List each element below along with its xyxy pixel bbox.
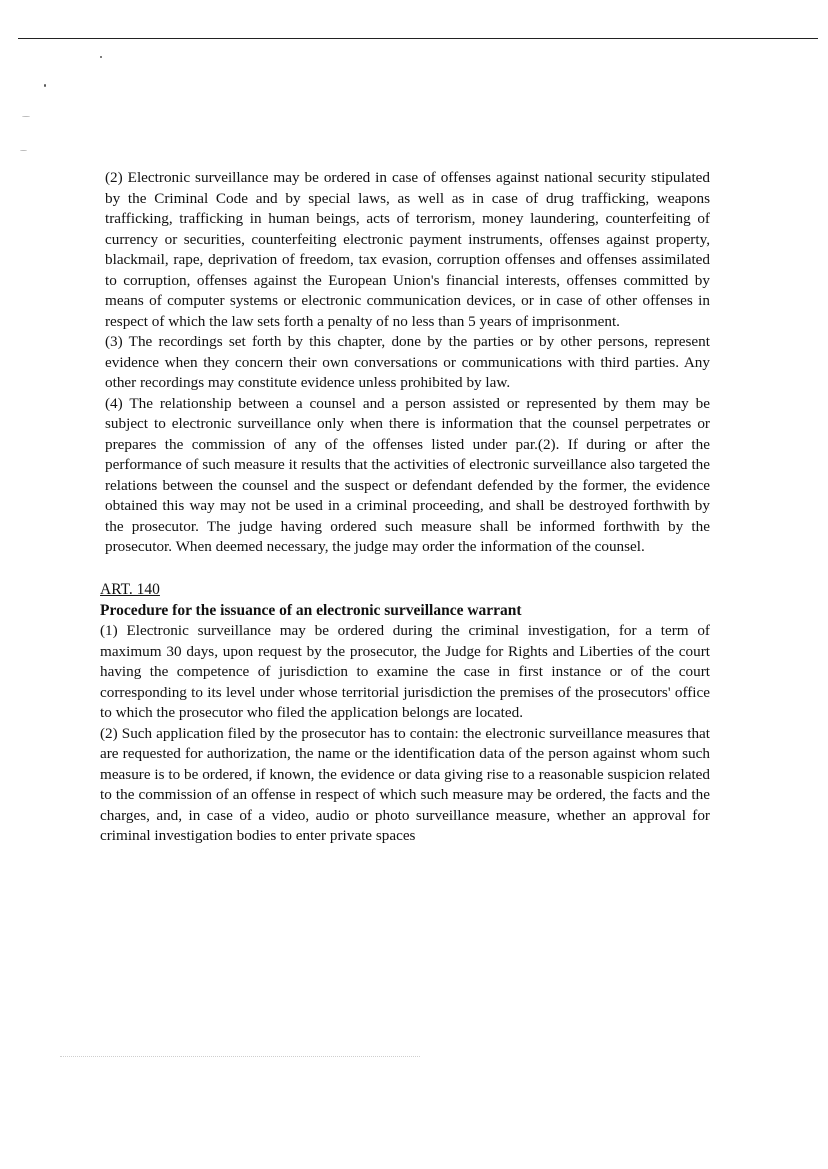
document-body	[100, 168, 710, 847]
article-paragraph-1: (1) Electronic surveillance may be ordered during the criminal investigation, for a term of maximum 30 days, upon request by the prosecutor, the Judge for Rights and Liberties of the court having the competence of jurisdiction to examine the case in first instance or of the court corresponding to its level under whose territorial jurisdiction the premises of the prosecutors' office to which the prosecutor who filed the application belongs are located.	[100, 622, 710, 721]
scan-speck	[20, 150, 27, 151]
paragraph-3: (3) The recordings set forth by this chapter, done by the parties or by other persons, represent evidence when they concern their own conversations or communications with third parties. Any other recordings may constitute evidence unless prohibited by law.	[105, 333, 710, 391]
paragraph-4: (4) The relationship between a counsel and a person assisted or represented by them may be subject to electronic surveillance only when there is information that the counsel perpetrates or prepares the commission of any of the offenses listed under par.(2). If during or after the performance of such measure it results that the activities of electronic surveillance also targeted the relations between the counsel and the suspect or defendant defended by the former, the evidence obtained this way may not be used in a criminal proceeding, and shall be destroyed forthwith by the prosecutor. The judge having ordered such measure shall be informed forthwith by the prosecutor. When deemed necessary, the judge may order the information of the counsel.	[105, 394, 710, 555]
top-rule	[18, 38, 818, 39]
article-paragraph-2: (2) Such application filed by the prosecutor has to contain: the electronic surveillance measures that are requested for authorization, the name or the identification data of the person against whom such measure is to be ordered, if known, the evidence or data giving rise to a reasonable suspicion related to the commission of an offense in respect of which such measure may be ordered, the facts and the charges, and, in case of a video, audio or photo surveillance measure, whether an approval for criminal investigation bodies to enter private spaces	[100, 724, 710, 844]
article-title: Procedure for the issuance of an electronic surveillance warrant	[100, 602, 522, 619]
section-spacer	[100, 558, 710, 580]
paragraph-2: (2) Electronic surveillance may be ordered in case of offenses against national security stipulated by the Criminal Code and by special laws, as well as in case of drug trafficking, weapons trafficking, trafficking in human beings, acts of terrorism, money laundering, counterfeiting of currency or securities, counterfeiting electronic payment instruments, offenses against property, blackmail, rape, deprivation of freedom, tax evasion, corruption offenses and offenses assimilated to corruption, offenses against the European Union's financial interests, offenses committed by means of computer systems or electronic communication devices, or in case of other offenses in respect of which the law sets forth a penalty of no less than 5 years of imprisonment.	[105, 169, 710, 330]
scan-noise	[60, 1056, 420, 1060]
scan-speck	[44, 84, 46, 87]
scan-speck	[22, 116, 30, 117]
article-number: ART. 140	[100, 580, 160, 598]
scan-speck	[100, 56, 102, 58]
